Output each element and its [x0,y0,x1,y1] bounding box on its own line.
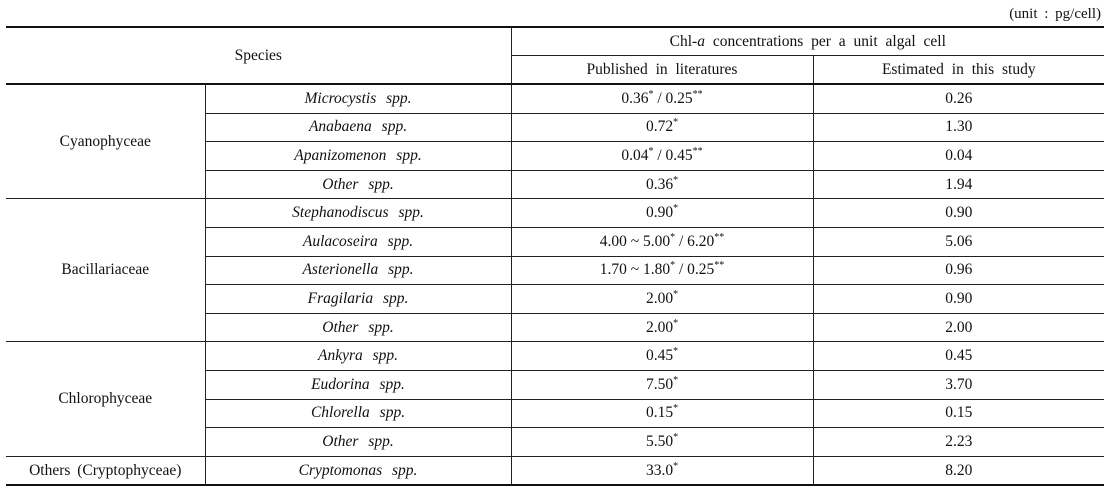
estimated-cell: 0.90 [813,199,1104,228]
species-cell: Fragilaria spp. [205,285,511,314]
published-cell [511,256,813,285]
published-cell [511,84,813,113]
published-value: 2.00 [645,289,674,307]
reference-mark: * [673,346,679,358]
published-value: 0.36 [645,175,674,193]
published-cell [511,227,813,256]
unit-note: (unit : pg/cell) [1009,6,1101,22]
species-cell: Microcystis spp. [205,84,511,113]
species-cell: Aulacoseira spp. [205,227,511,256]
species-cell: Other spp. [205,170,511,199]
reference-mark: ** [714,260,725,272]
chl-a-table [6,26,1104,486]
group-name: Cyanophyceae [6,84,205,199]
reference-mark: * [673,374,679,386]
table-row [6,342,1104,371]
published-cell [511,399,813,428]
species-cell: Stephanodiscus spp. [205,199,511,228]
reference-mark: ** [692,145,703,157]
reference-mark: * [673,460,679,472]
published-value: 0.72 [645,118,674,136]
estimated-cell: 0.15 [813,399,1104,428]
published-value: 0.45 [645,347,674,365]
published-cell [511,428,813,457]
group-name: Bacillariaceae [6,199,205,342]
published-header: Published in literatures [511,56,813,85]
table-body [6,84,1104,485]
estimated-cell: 0.96 [813,256,1104,285]
published-cell [511,285,813,314]
published-cell [511,342,813,371]
estimated-cell: 2.23 [813,428,1104,457]
estimated-cell: 3.70 [813,370,1104,399]
published-cell [511,370,813,399]
table-row [6,456,1104,485]
reference-mark: * [670,260,676,272]
published-value: / 0.25 [653,89,693,107]
table-row [6,199,1104,228]
published-value: / 0.25 [675,261,715,279]
published-value: 0.90 [645,204,674,222]
species-cell: Eudorina spp. [205,370,511,399]
published-value: / 6.20 [675,232,715,250]
published-cell [511,170,813,199]
reference-mark: * [648,145,654,157]
reference-mark: * [673,288,679,300]
published-value: 2.00 [645,318,674,336]
table-header [6,27,1104,84]
reference-mark: * [673,203,679,215]
published-value: 0.04 [621,146,649,164]
species-cell: Apanizomenon spp. [205,142,511,171]
table-row [6,84,1104,113]
published-value: 5.50 [645,432,674,450]
reference-mark: * [673,174,679,186]
estimated-cell: 2.00 [813,313,1104,342]
chl-a-header: Chl-a concentrations per a unit algal cell [511,27,1104,56]
group-name: Chlorophyceae [6,342,205,456]
estimated-cell: 0.90 [813,285,1104,314]
published-value: 1.70 ~ 1.80 [599,261,671,279]
estimated-cell: 0.26 [813,84,1104,113]
reference-mark: * [670,231,676,243]
published-value: / 0.45 [653,146,693,164]
species-cell: Anabaena spp. [205,113,511,142]
reference-mark: * [673,431,679,443]
published-cell [511,142,813,171]
estimated-cell: 0.04 [813,142,1104,171]
reference-mark: * [648,88,654,100]
published-value: 0.36 [621,89,649,107]
species-cell: Asterionella spp. [205,256,511,285]
estimated-cell: 5.06 [813,227,1104,256]
species-header: Species [6,27,511,84]
species-cell: Other spp. [205,313,511,342]
published-value: 0.15 [645,404,674,422]
reference-mark: * [673,403,679,415]
reference-mark: * [673,317,679,329]
estimated-cell: 1.94 [813,170,1104,199]
reference-mark: * [673,117,679,129]
group-name: Others (Cryptophyceae) [6,456,205,485]
published-cell [511,113,813,142]
species-cell: Ankyra spp. [205,342,511,371]
published-cell [511,313,813,342]
reference-mark: ** [692,88,703,100]
estimated-cell: 8.20 [945,461,973,479]
species-cell: Cryptomonas spp. [205,456,511,485]
estimated-cell: 0.45 [813,342,1104,371]
published-value: 4.00 ~ 5.00 [599,232,671,250]
estimated-cell: 1.30 [813,113,1104,142]
reference-mark: ** [714,231,725,243]
published-value: 33.0 [645,461,674,479]
published-value: 7.50 [645,375,674,393]
species-cell: Chlorella spp. [205,399,511,428]
estimated-header: Estimated in this study [813,56,1104,85]
published-cell [511,456,813,485]
species-cell: Other spp. [205,428,511,457]
published-cell [511,199,813,228]
